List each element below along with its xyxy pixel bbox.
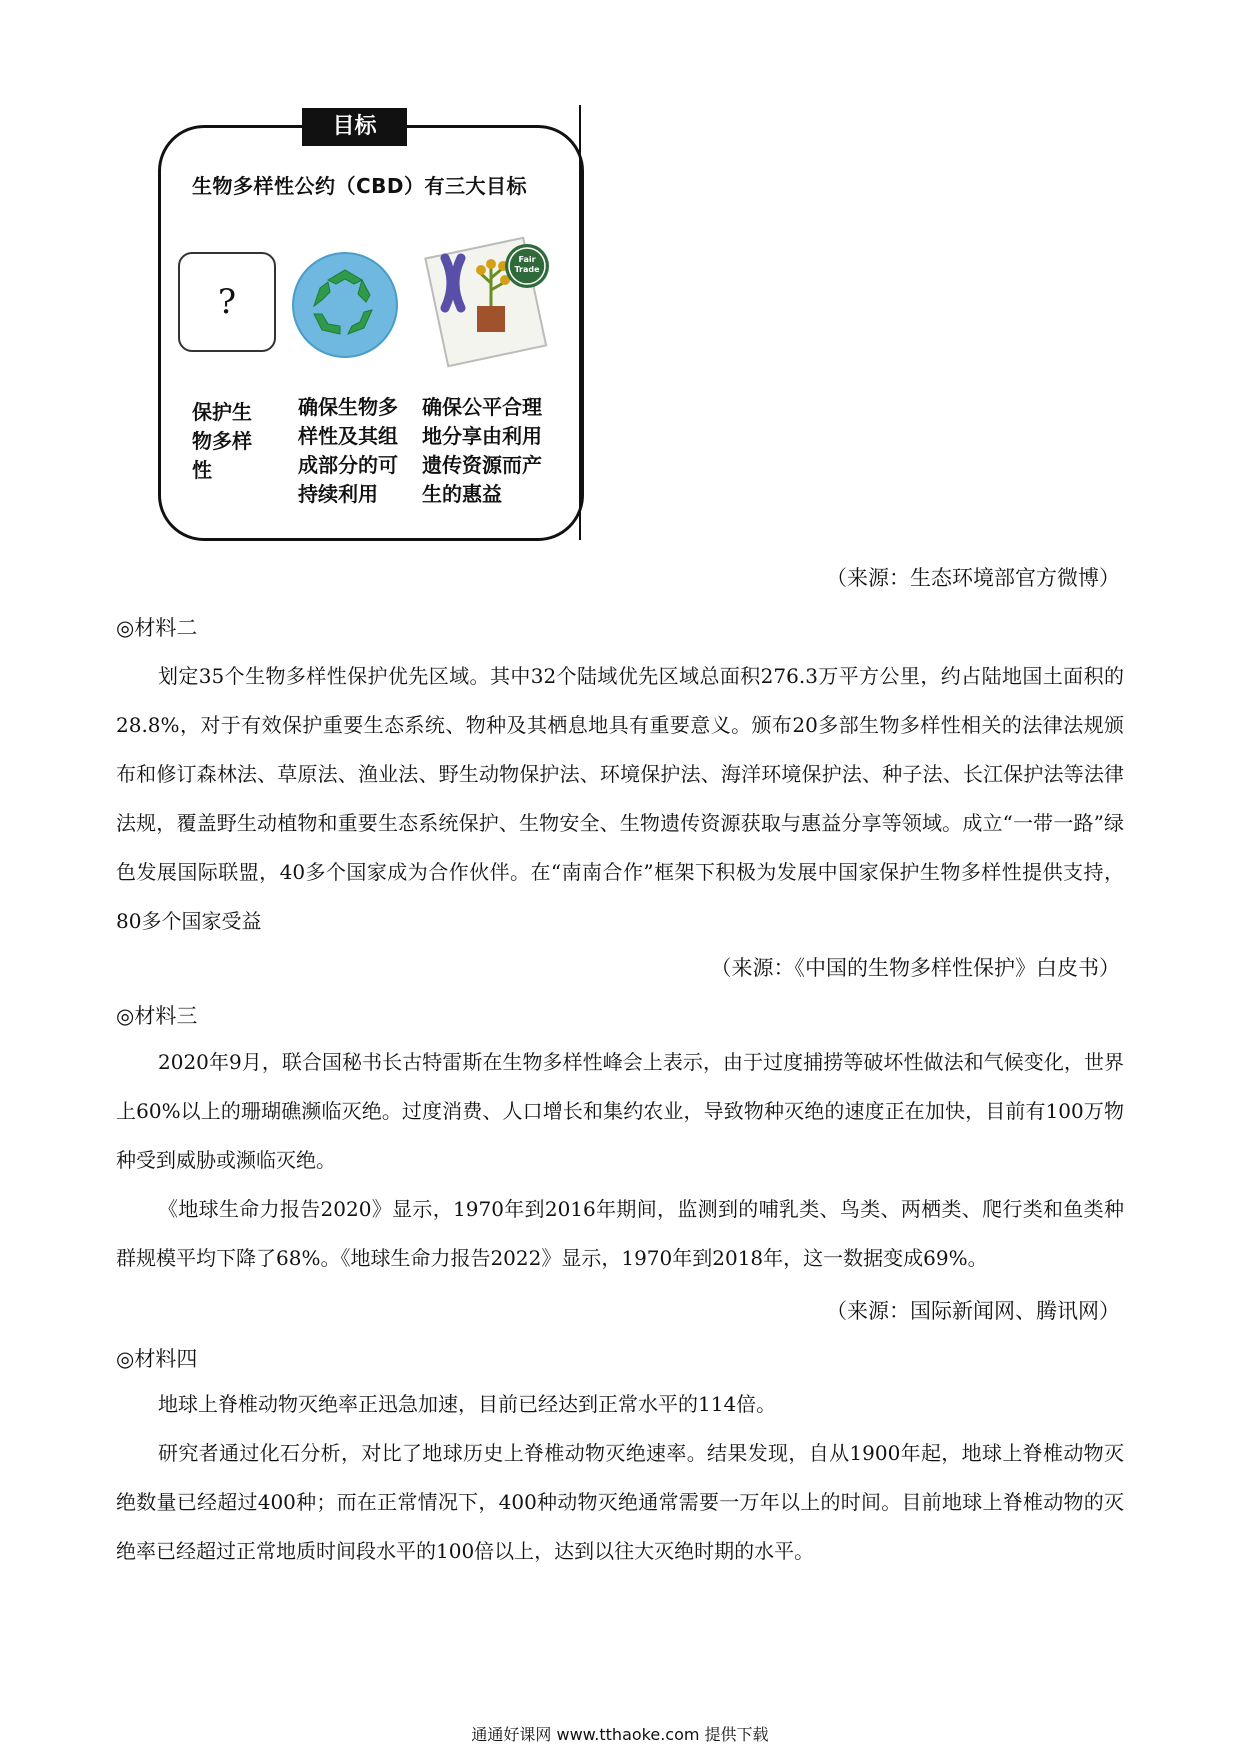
material2-heading: ◎材料二 (116, 616, 198, 640)
material3-paragraph-1: 2020年9月，联合国秘书长古特雷斯在生物多样性峰会上表示，由于过度捕捞等破坏性做法和气候变化，世界上60%以上的珊瑚礁濒临灭绝。过度消费、人口增长和集约农业，导致物种灭绝的速度正在加快，目前有100万物种受到威胁或濒临灭绝。 (116, 1050, 1124, 1172)
fair-trade-label-1: Fair (518, 255, 536, 264)
goal-1-text: 保护生物多样性 (192, 400, 252, 482)
figure-title: 生物多样性公约（CBD）有三大目标 (192, 174, 528, 198)
figure-divider-line (579, 105, 581, 540)
material4-paragraph-2: 研究者通过化石分析，对比了地球历史上脊椎动物灭绝速率。结果发现，自从1900年起，地球上脊椎动物灭绝数量已经超过400种；而在正常情况下，400种动物灭绝通常需要一万年以上的时间。目前地球上脊椎动物的灭绝率已经超过正常地质时间段水平的100倍以上，达到以往大灭绝时期的水平。 (116, 1441, 1124, 1563)
material1-source: （来源：生态环境部官方微博） (826, 566, 1120, 590)
goal-2-text: 确保生物多样性及其组成部分的可持续利用 (298, 395, 398, 506)
recycle-globe-icon (290, 250, 400, 360)
footer-download-text: 通通好课网 www.tthaoke.com 提供下载 (471, 1725, 769, 1744)
goal-3-text: 确保公平合理地分享由利用遗传资源而产生的惠益 (422, 395, 542, 506)
material4-heading: ◎材料四 (116, 1347, 198, 1371)
material3-heading: ◎材料三 (116, 1004, 198, 1028)
material2-source: （来源：《中国的生物多样性保护》白皮书） (710, 956, 1120, 980)
material3-paragraph-2: 《地球生命力报告2020》显示，1970年到2016年期间，监测到的哺乳类、鸟类、两栖类、爬行类和鱼类种群规模平均下降了68%。《地球生命力报告2022》显示，1970年到2018年，这一数据变成69%。 (116, 1197, 1124, 1270)
material2-paragraph: 划定35个生物多样性保护优先区域。其中32个陆域优先区域总面积276.3万平方公里，约占陆地国土面积的28.8%，对于有效保护重要生态系统、物种及其栖息地具有重要意义。颁布20多部生物多样性相关的法律法规颁布和修订森林法、草原法、渔业法、野生动物保护法、环境保护法、海洋环境保护法、种子法、长江保护法等法律法规，覆盖野生动植物和重要生态系统保护、生物安全、生物遗传资源获取与惠益分享等领域。成立“一带一路”绿色发展国际联盟，40多个国家成为合作伙伴。在“南南合作”框架下积极为发展中国家保护生物多样性提供支持，80多个国家受益 (116, 664, 1124, 933)
material3-source: （来源：国际新闻网、腾讯网） (826, 1299, 1120, 1323)
figure-tag: 目标 (302, 108, 407, 146)
fair-trade-label-2: Trade (514, 265, 540, 274)
question-icon: ? (178, 252, 276, 352)
fair-trade-plant-icon (415, 228, 565, 368)
material4-paragraph-1: 地球上脊椎动物灭绝率正迅急加速，目前已经达到正常水平的114倍。 (158, 1392, 777, 1416)
